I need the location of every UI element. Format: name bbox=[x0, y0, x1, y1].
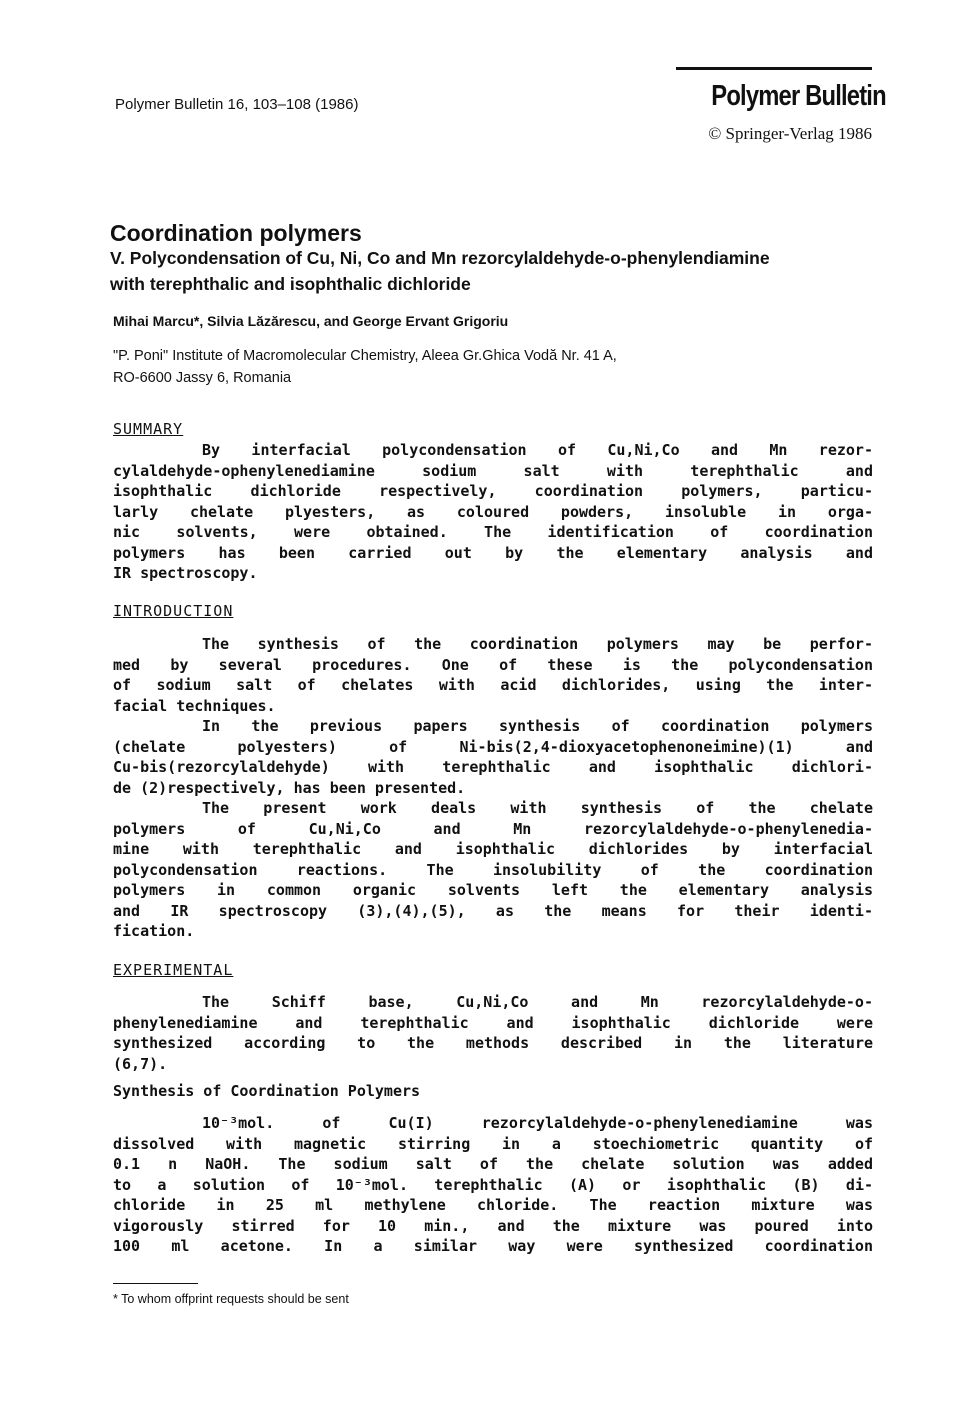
text-line: IR spectroscopy. bbox=[113, 564, 258, 582]
text-line: (chelate polyesters) of Ni-bis(2,4-dioxyacetophenoneimine)(1) and bbox=[113, 737, 873, 756]
introduction-heading: INTRODUCTION bbox=[113, 602, 234, 620]
text-line: vigorously stirred for 10 min., and the mixture was poured into bbox=[113, 1216, 873, 1235]
text-line: polymers in common organic solvents left the elementary analysis bbox=[113, 881, 873, 899]
journal-citation: Polymer Bulletin 16, 103–108 (1986) bbox=[115, 96, 359, 113]
affiliation-line: "P. Poni" Institute of Macromolecular Chemistry, Aleea Gr.Ghica Vodă Nr. 41 A, bbox=[113, 348, 617, 364]
text-line: fication. bbox=[113, 922, 195, 940]
masthead-rule bbox=[676, 67, 872, 70]
text-line: cylaldehyde-ophenylenediamine sodium salt with terephthalic and bbox=[113, 461, 873, 480]
text-line: The synthesis of the coordination polymers may be perfor- bbox=[202, 635, 873, 653]
text-line: By interfacial polycondensation of Cu,Ni,Co and Mn rezor- bbox=[202, 441, 873, 459]
text-line: The present work deals with synthesis of the chelate bbox=[202, 799, 873, 817]
text-line: 100 ml acetone. In a similar way were synthesized coordination bbox=[113, 1237, 873, 1255]
text-line: Cu-bis(rezorcylaldehyde) with terephthalic and isophthalic dichlori- bbox=[113, 758, 873, 776]
footnote: * To whom offprint requests should be sent bbox=[113, 1292, 349, 1306]
text-line: 0.1 n NaOH. The sodium salt of the chelate solution was added bbox=[113, 1155, 873, 1173]
text-line: In the previous papers synthesis of coordination polymers bbox=[202, 717, 873, 735]
footnote-rule bbox=[113, 1283, 198, 1284]
text-line: (6,7). bbox=[113, 1054, 168, 1073]
text-line: and IR spectroscopy (3),(4),(5), as the means for their identi- bbox=[113, 901, 873, 920]
text-line: polycondensation reactions. The insolubility of the coordination bbox=[113, 860, 873, 879]
text-line: chloride in 25 ml methylene chloride. The reaction mixture was bbox=[113, 1196, 873, 1214]
summary-text bbox=[113, 440, 873, 584]
text-line: isophthalic dichloride respectively, coordination polymers, particu- bbox=[113, 482, 873, 500]
text-line: facial techniques. bbox=[113, 696, 276, 715]
text-line: mine with terephthalic and isophthalic dichlorides by interfacial bbox=[113, 840, 873, 858]
text-line: polymers of Cu,Ni,Co and Mn rezorcylaldehyde-o-phenylenedia- bbox=[113, 819, 873, 838]
text-line: nic solvents, were obtained. The identification of coordination bbox=[113, 523, 873, 541]
text-line: polymers has been carried out by the elementary analysis and bbox=[113, 543, 873, 562]
introduction-text bbox=[113, 634, 873, 942]
author-list: Mihai Marcu*, Silvia Lăzărescu, and George Ervant Grigoriu bbox=[113, 313, 509, 329]
text-line: of sodium salt of chelates with acid dichlorides, using the inter- bbox=[113, 676, 873, 694]
text-line: 10⁻³mol. of Cu(I) rezorcylaldehyde-o-phenylenediamine was bbox=[202, 1114, 873, 1132]
summary-heading: SUMMARY bbox=[113, 420, 184, 438]
article-title: Coordination polymers bbox=[110, 220, 362, 246]
text-line: The Schiff base, Cu,Ni,Co and Mn rezorcylaldehyde-o- bbox=[202, 993, 873, 1011]
article-subtitle bbox=[110, 245, 910, 297]
synthesis-text bbox=[113, 1113, 873, 1257]
experimental-text bbox=[113, 992, 873, 1074]
text-line: phenylenediamine and terephthalic and isophthalic dichloride were bbox=[113, 1013, 873, 1032]
subtitle-line: V. Polycondensation of Cu, Ni, Co and Mn rezorcylaldehyde-o-phenylendiamine bbox=[110, 248, 770, 268]
affiliation-line: RO-6600 Jassy 6, Romania bbox=[113, 370, 292, 386]
text-line: med by several procedures. One of these is the polycondensation bbox=[113, 655, 873, 674]
text-line: synthesized according to the methods described in the literature bbox=[113, 1034, 873, 1052]
journal-name: Polymer Bulletin bbox=[711, 80, 886, 112]
affiliation bbox=[113, 345, 617, 389]
synthesis-subheading: Synthesis of Coordination Polymers bbox=[113, 1082, 421, 1100]
text-line: dissolved with magnetic stirring in a stoechiometric quantity of bbox=[113, 1134, 873, 1153]
experimental-heading: EXPERIMENTAL bbox=[113, 961, 234, 979]
subtitle-line: with terephthalic and isophthalic dichloride bbox=[110, 274, 471, 294]
text-line: de (2)respectively, has been presented. bbox=[113, 778, 466, 797]
text-line: to a solution of 10⁻³mol. terephthalic (A) or isophthalic (B) di- bbox=[113, 1175, 873, 1194]
text-line: larly chelate plyesters, as coloured powders, insoluble in orga- bbox=[113, 502, 873, 521]
copyright-notice: © Springer-Verlag 1986 bbox=[708, 124, 872, 143]
